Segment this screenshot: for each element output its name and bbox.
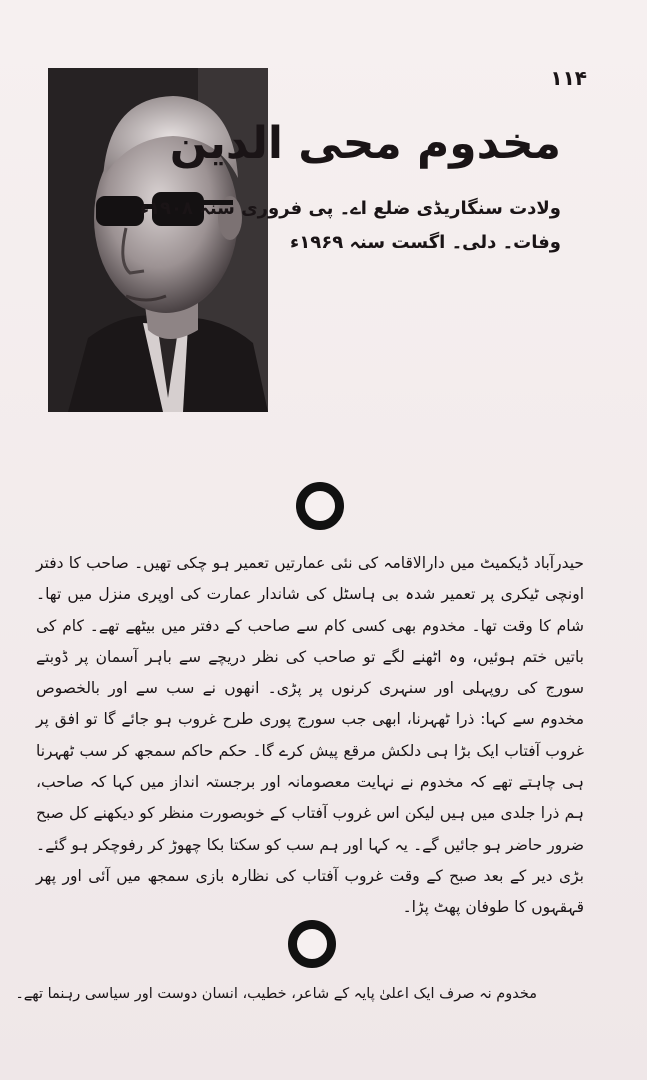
ring-ornament-top	[296, 482, 344, 530]
ring-ornament-bottom	[288, 920, 336, 968]
closing-remark: مخدوم نہ صرف ایک اعلیٰ پایہ کے شاعر، خطیب، انسان دوست اور سیاسی رہنما تھے۔	[15, 986, 537, 1002]
anecdote-paragraph: حیدرآباد ڈیکمیٹ میں دارالاقامہ کی نئی عمارتیں تعمیر ہو چکی تھیں۔ صاحب کا دفتر اونچی ٹیکری پر تعمیر شدہ بی ہاسٹل کی شاندار عمارت کی اوپری منزل میں تھا۔ شام کا وقت تھا۔ مخدوم بھی کسی کام سے صاحب کے دفتر میں بیٹھے تھے۔ کام کی باتیں ختم ہوئیں، وہ اٹھنے لگے تو صاحب کی نظر دریچے سے باہر آسمان پر ڈوبتے سورج کی روپہلی اور سنہری کرنوں پر پڑی۔ انھوں نے سب سے اور بالخصوص مخدوم سے کہا: ذرا ٹھہرنا، ابھی جب سورج پوری طرح غروب ہو جائے گا تو افق پر غروب آفتاب ایک بڑا ہی دلکش مرقع پیش کرے گا۔ حکم حاکم سمجھ کر سب ٹھہرنا ہی چاہتے تھے کہ مخدوم نے نہایت معصومانہ اور برجستہ انداز میں کہا کہ صاحب، ہم ذرا جلدی میں ہیں لیکن اس غروب آفتاب کے خوبصورت منظر کو دیکھنے کل صبح ضرور حاضر ہو جائیں گے۔ یہ کہا اور ہم سب کو سکتا بکا چھوڑ کر رفوچکر ہو گئے۔ بڑی دیر کے بعد صبح کے وقت غروب آفتاب کی نظارہ بازی سمجھ میں آئی اور پھر قہقہوں کا طوفان پھٹ پڑا۔	[36, 554, 584, 917]
poet-name-title: مخدوم محی الدین	[169, 118, 561, 169]
death-details: وفات۔ دلی۔ اگست سنہ ۱۹۶۹ء	[290, 232, 561, 253]
birth-details: ولادت سنگاریڈی ضلع اے۔ پی فروری سنہ ۱۹۰۸ء	[139, 198, 561, 219]
page-number: ۱۱۴	[550, 66, 587, 90]
